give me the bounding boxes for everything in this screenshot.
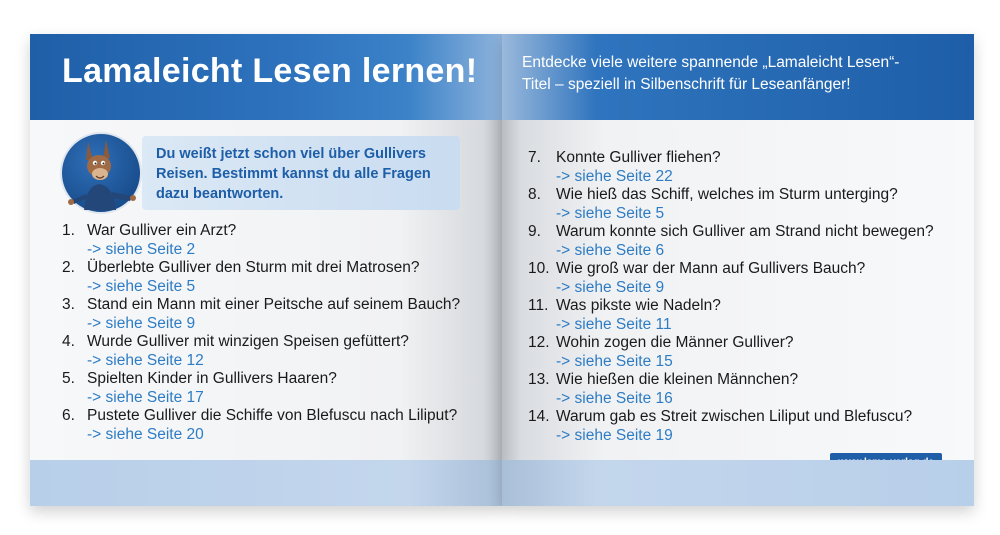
page-reference-link[interactable]: -> siehe Seite 6 bbox=[556, 242, 665, 259]
speech-bubble bbox=[142, 136, 460, 210]
right-footer-band bbox=[502, 460, 974, 506]
speech-line: Du weißt jetzt schon viel über Gullivers bbox=[156, 146, 426, 162]
speech-line: Reisen. Bestimmt kannst du alle Fragen bbox=[156, 166, 431, 182]
page-reference-link[interactable]: -> siehe Seite 9 bbox=[556, 279, 665, 296]
question-number: 10. bbox=[528, 260, 550, 277]
page-reference-link[interactable]: -> siehe Seite 19 bbox=[556, 427, 673, 444]
question-text: Wurde Gulliver mit winzigen Speisen gefüttert? bbox=[87, 333, 409, 350]
question-number: 8. bbox=[528, 186, 541, 203]
question-text: Warum gab es Streit zwischen Liliput und Blefuscu? bbox=[556, 408, 913, 425]
question-text: Warum konnte sich Gulliver am Strand nicht bewegen? bbox=[556, 223, 934, 240]
speech-text bbox=[156, 144, 456, 204]
question-text: Spielten Kinder in Gullivers Haaren? bbox=[87, 370, 337, 387]
left-page bbox=[30, 34, 502, 506]
question-text: Überlebte Gulliver den Sturm mit drei Matrosen? bbox=[87, 259, 420, 276]
promo-line: Titel – speziell in Silbenschrift für Leseanfänger! bbox=[522, 76, 851, 93]
question-number: 7. bbox=[528, 149, 541, 166]
question-text: Stand ein Mann mit einer Peitsche auf seinem Bauch? bbox=[87, 296, 461, 313]
question-number: 2. bbox=[62, 259, 75, 276]
page-reference-link[interactable]: -> siehe Seite 16 bbox=[556, 390, 673, 407]
question-text: Wie hieß das Schiff, welches im Sturm unterging? bbox=[556, 186, 898, 203]
page-reference-link[interactable]: -> siehe Seite 15 bbox=[556, 353, 673, 370]
question-text: Wie groß war der Mann auf Gullivers Bauch? bbox=[556, 260, 866, 277]
booklet-spread bbox=[30, 34, 974, 506]
question-number: 13. bbox=[528, 371, 550, 388]
left-footer-band bbox=[30, 460, 502, 506]
question-text: Was pikste wie Nadeln? bbox=[556, 297, 721, 314]
donkey-mascot-icon bbox=[60, 132, 142, 214]
page-reference-link[interactable]: -> siehe Seite 20 bbox=[87, 426, 204, 443]
page-reference-link[interactable]: -> siehe Seite 17 bbox=[87, 389, 204, 406]
question-number: 1. bbox=[62, 222, 75, 239]
promo-line: Entdecke viele weitere spannende „Lamaleicht Lesen“- bbox=[522, 54, 900, 71]
page-reference-link[interactable]: -> siehe Seite 2 bbox=[87, 241, 196, 258]
question-number: 9. bbox=[528, 223, 541, 240]
question-number: 12. bbox=[528, 334, 550, 351]
question-number: 11. bbox=[528, 297, 549, 314]
question-number: 6. bbox=[62, 407, 75, 424]
page-title: Lamaleicht Lesen lernen! bbox=[62, 52, 478, 90]
page-reference-link[interactable]: -> siehe Seite 11 bbox=[556, 316, 672, 333]
page-reference-link[interactable]: -> siehe Seite 22 bbox=[556, 168, 673, 185]
question-number: 5. bbox=[62, 370, 75, 387]
question-number: 4. bbox=[62, 333, 75, 350]
question-text: War Gulliver ein Arzt? bbox=[87, 222, 237, 239]
page-reference-link[interactable]: -> siehe Seite 5 bbox=[87, 278, 196, 295]
page-reference-link[interactable]: -> siehe Seite 5 bbox=[556, 205, 665, 222]
question-text: Wie hießen die kleinen Männchen? bbox=[556, 371, 799, 388]
speech-line: dazu beantworten. bbox=[156, 186, 284, 202]
question-number: 3. bbox=[62, 296, 75, 313]
question-number: 14. bbox=[528, 408, 550, 425]
page-reference-link[interactable]: -> siehe Seite 12 bbox=[87, 352, 204, 369]
question-text: Konnte Gulliver fliehen? bbox=[556, 149, 721, 166]
question-text: Wohin zogen die Männer Gulliver? bbox=[556, 334, 794, 351]
promo-text bbox=[522, 52, 962, 96]
right-page bbox=[502, 34, 974, 506]
page-reference-link[interactable]: -> siehe Seite 9 bbox=[87, 315, 196, 332]
question-text: Pustete Gulliver die Schiffe von Blefuscu nach Liliput? bbox=[87, 407, 458, 424]
